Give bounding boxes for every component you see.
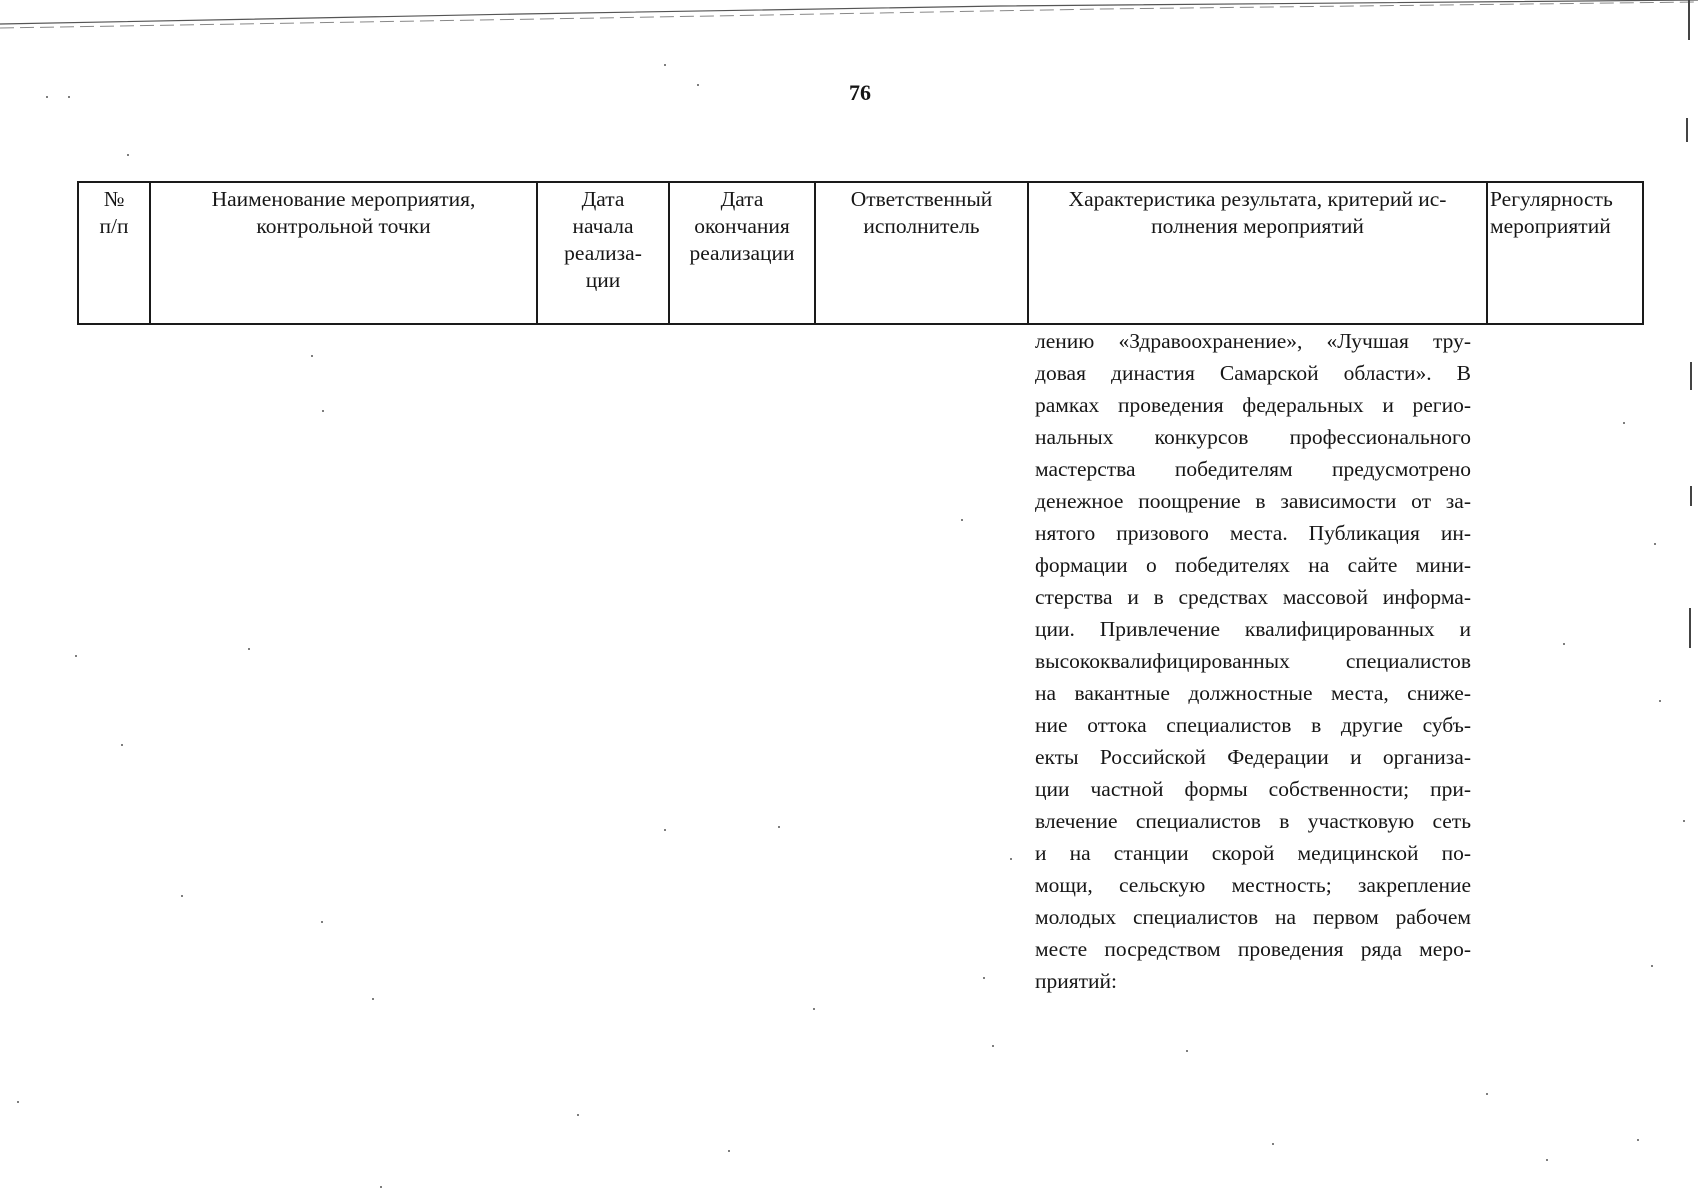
scan-speck: [321, 921, 323, 923]
scan-speck: [983, 977, 985, 979]
text-line: молодых специалистов на первом рабочем: [1035, 905, 1471, 929]
column-header-end-date: Дата окончания реализации: [669, 182, 815, 324]
scan-speck: [46, 96, 48, 98]
scan-speck: [1623, 422, 1625, 424]
scan-speck: [68, 96, 70, 98]
text-line: екты Российской Федерации и организа-: [1035, 745, 1471, 769]
scan-speck: [664, 64, 666, 66]
text-line: высококвалифицированных специалистов: [1035, 649, 1471, 673]
scan-edge-mark: [1686, 118, 1688, 142]
text-line: довая династия Самарской области». В: [1035, 361, 1471, 385]
scan-speck: [1637, 1139, 1639, 1141]
column-header-responsible: Ответственный исполнитель: [815, 182, 1028, 324]
text-line: и на станции скорой медицинской по-: [1035, 841, 1471, 865]
column-header-regularity: Регулярность мероприятий: [1487, 182, 1643, 324]
text-line: нятого призового места. Публикация ин-: [1035, 521, 1471, 545]
text-line: денежное поощрение в зависимости от за-: [1035, 489, 1471, 513]
column-header-start-date: Дата начала реализа- ции: [537, 182, 669, 324]
column-header-result-characteristics: Характеристика результата, критерий ис- полнения мероприятий: [1028, 182, 1487, 324]
scan-speck: [372, 998, 374, 1000]
table-header: [77, 181, 1644, 325]
scan-speck: [1186, 1050, 1188, 1052]
scan-edge-mark: [1690, 486, 1692, 506]
column-header-number: № п/п: [78, 182, 150, 324]
scan-speck: [1272, 1143, 1274, 1145]
text-line: месте посредством проведения ряда меро-: [1035, 937, 1471, 961]
scan-speck: [813, 1008, 815, 1010]
scan-speck: [1486, 1093, 1488, 1095]
text-line: мощи, сельскую местность; закрепление: [1035, 873, 1471, 897]
text-line: на вакантные должностные места, сниже-: [1035, 681, 1471, 705]
scan-speck: [1563, 643, 1565, 645]
scan-speck: [1546, 1159, 1548, 1161]
result-characteristics-text: [1035, 325, 1471, 997]
text-line: формации о победителях на сайте мини-: [1035, 553, 1471, 577]
scan-speck: [127, 154, 129, 156]
scan-edge-mark: [1689, 608, 1691, 648]
scan-speck: [121, 744, 123, 746]
scan-speck: [75, 655, 77, 657]
text-line: рамках проведения федеральных и регио-: [1035, 393, 1471, 417]
scan-speck: [1683, 820, 1685, 822]
scan-speck: [697, 84, 699, 86]
scan-edge-lines: [0, 0, 1698, 40]
scan-speck: [380, 1186, 382, 1188]
scan-speck: [1010, 858, 1012, 860]
page-number: 76: [849, 80, 871, 105]
scan-speck: [1659, 700, 1661, 702]
scan-speck: [311, 355, 313, 357]
header-row: [78, 182, 1643, 324]
text-line: ции частной формы собственности; при-: [1035, 777, 1471, 801]
text-line: лению «Здравоохранение», «Лучшая тру-: [1035, 329, 1471, 353]
text-line: влечение специалистов в участковую сеть: [1035, 809, 1471, 833]
scan-speck: [577, 1114, 579, 1116]
scan-speck: [181, 895, 183, 897]
scan-speck: [664, 829, 666, 831]
scan-edge-mark: [1688, 0, 1690, 40]
scan-edge-mark: [1690, 362, 1692, 390]
scan-speck: [248, 648, 250, 650]
text-line: ции. Привлечение квалифицированных и: [1035, 617, 1471, 641]
text-line: приятий:: [1035, 969, 1118, 993]
scan-speck: [778, 826, 780, 828]
text-line: мастерства победителям предусмотрено: [1035, 457, 1471, 481]
text-line: нальных конкурсов профессионального: [1035, 425, 1471, 449]
scan-speck: [992, 1045, 994, 1047]
scan-speck: [961, 519, 963, 521]
scan-speck: [17, 1101, 19, 1103]
scan-speck: [1654, 543, 1656, 545]
scan-speck: [1651, 965, 1653, 967]
text-line: ние оттока специалистов в другие субъ-: [1035, 713, 1471, 737]
column-header-event-name: Наименование мероприятия, контрольной точки: [150, 182, 537, 324]
scan-speck: [322, 410, 324, 412]
scan-speck: [728, 1150, 730, 1152]
text-line: стерства и в средствах массовой информа-: [1035, 585, 1471, 609]
